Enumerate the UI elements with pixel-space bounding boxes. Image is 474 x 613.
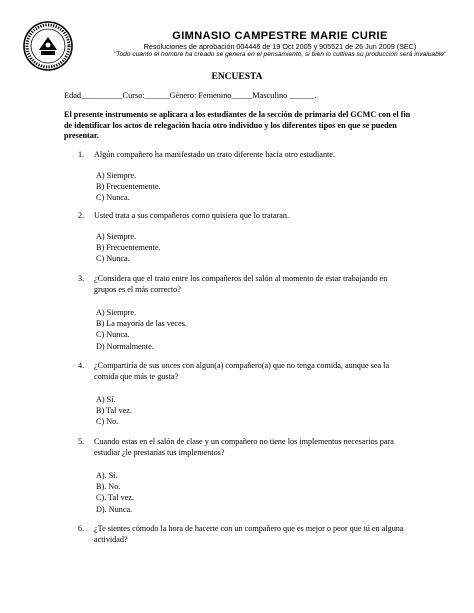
question-2-options <box>96 231 161 265</box>
answer-option: B) Frecuentemente. <box>96 182 161 192</box>
answer-option: C) Nunca. <box>96 330 130 340</box>
question-text: Cuando estas en el salón de clase y un compañero no tiene los implementos necesarios para estudiar ¿le prestarías tus implementos? <box>94 437 394 457</box>
answer-option: A) Siempre. <box>96 308 137 317</box>
question-number: 4. <box>78 361 85 370</box>
answer-option: B) Tal vez. <box>96 406 132 416</box>
respondent-fields: Edad__________Curso:______Género: Femenino_____Masculino ______. <box>64 91 317 100</box>
answer-option: C). Tal vez. <box>96 493 134 503</box>
school-header <box>110 30 450 59</box>
school-seal-logo <box>22 20 74 72</box>
survey-title: ENCUESTA <box>211 72 263 82</box>
question-number: 6. <box>78 524 85 533</box>
question-4 <box>78 360 408 382</box>
question-1 <box>78 149 408 160</box>
school-motto: "Todo cuanto el hombre ha creado se genera en el pensamiento, si bien lo cultivas su producción será invaluable" <box>113 51 447 58</box>
approval-resolutions: Resoluciones de aprobación 004446 de 19 Oct 2005 y 905521 de 26 Jun 2009 (SEC) <box>143 42 417 51</box>
answer-option: B) Frecuentemente. <box>96 243 161 253</box>
answer-option: A). Sí. <box>96 471 118 480</box>
question-text: Usted trata a sus compañeros como quisiera que lo trataran. <box>94 211 290 220</box>
question-5 <box>78 436 408 458</box>
question-number: 2. <box>78 211 85 220</box>
question-5-options <box>96 470 134 515</box>
question-3-options <box>96 307 187 352</box>
school-name: GIMNASIO CAMPESTRE MARIE CURIE <box>172 30 388 42</box>
answer-option: C) Nunca. <box>96 254 130 264</box>
question-number: 3. <box>78 274 85 283</box>
question-text: Algún compañero ha manifestado un trato diferente hacia otro estudiante. <box>94 150 335 159</box>
question-6 <box>78 523 408 545</box>
question-number: 5. <box>78 437 85 446</box>
answer-option: A) Siempre. <box>96 232 137 241</box>
question-3 <box>78 273 408 295</box>
answer-option: D). Nunca. <box>96 504 133 514</box>
question-text: ¿Te sientes cómodo la hora de hacerte con un compañero que es mejor o peor que tú en alguna actividad? <box>94 524 404 544</box>
question-number: 1. <box>78 150 85 159</box>
survey-introduction: El presente instrumento se aplicara a los estudiantes de la sección de primaria del GCMC con el fin de identificar los actos de relegación hacia otro individuo y los diferentes tipos en que se pueden presentar. <box>64 110 411 140</box>
answer-option: B). No. <box>96 482 121 492</box>
question-1-options <box>96 170 161 204</box>
answer-option: B) La mayoría de las veces. <box>96 319 187 329</box>
answer-option: A) Sí. <box>96 395 116 404</box>
answer-option: D) Normalmente. <box>96 341 154 351</box>
question-text: ¿Compartiría de sus onces con algun(a) compañero(a) que no tenga comida, aunque sea la comida que más te gusta? <box>94 361 390 381</box>
answer-option: A) Siempre. <box>96 171 137 180</box>
question-text: ¿Considera que el trato entre los compañeros del salón al momento de estar trabajando en grupos es el más correcto? <box>94 274 388 294</box>
question-4-options <box>96 394 132 428</box>
answer-option: C) No. <box>96 417 119 427</box>
question-2 <box>78 210 408 221</box>
answer-option: C) Nunca. <box>96 193 130 203</box>
